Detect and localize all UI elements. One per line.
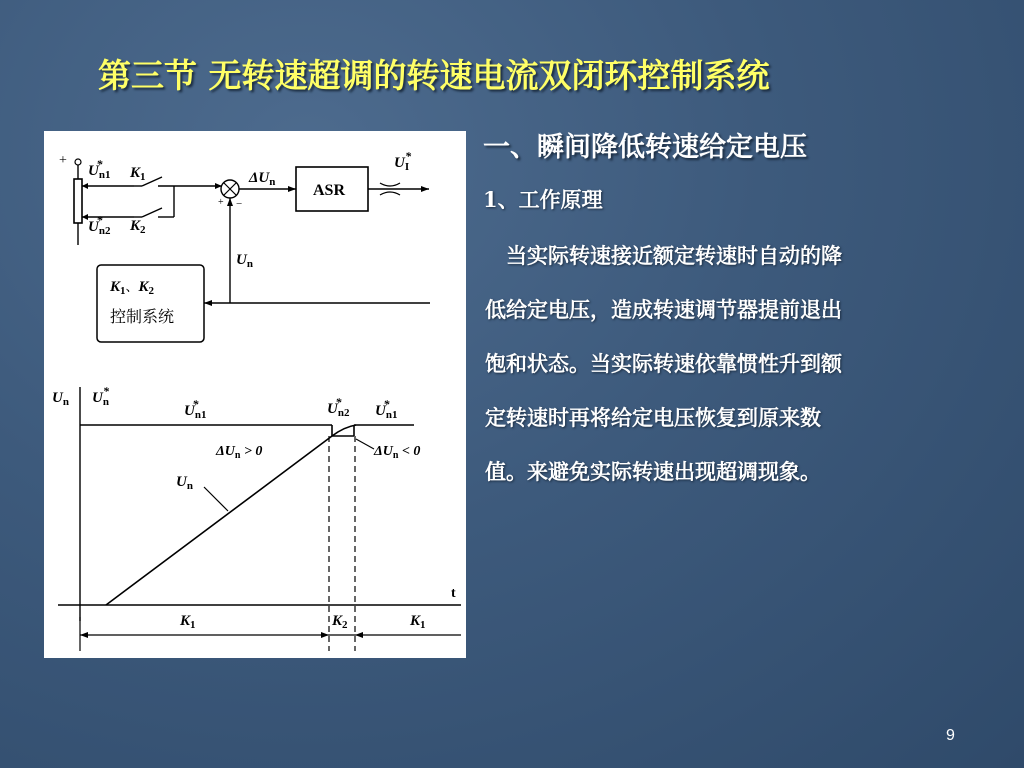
y-axis-un-label: $U_n$ <box>52 390 69 408</box>
circuit-diagram <box>59 149 430 342</box>
body-line: 定转速时再将给定电压恢复到原来数 <box>485 405 821 430</box>
interval-label-k2: $K_2$ <box>332 613 348 631</box>
curve-label-un: $U_n$ <box>176 474 193 492</box>
summing-plus-sign: + <box>218 197 224 208</box>
page-number: 9 <box>946 727 955 744</box>
timing-diagram <box>52 384 461 651</box>
control-box-label: 控制系统 <box>110 307 175 326</box>
control-box-k-labels: $K_1$、$K_2$ <box>110 279 155 297</box>
body-line: 饱和状态。当实际转速依靠惯性升到额 <box>485 351 842 376</box>
summing-minus-sign: − <box>236 198 243 210</box>
interval-label-k1-right: $K_1$ <box>410 613 426 631</box>
section-heading: 一、瞬间降低转速给定电压 <box>483 132 807 163</box>
k2-switch <box>142 208 162 217</box>
figure-svg <box>44 131 466 658</box>
delta-un-positive-label: $\Delta U_n > 0$ <box>216 444 263 461</box>
plus-sign: + <box>59 153 67 168</box>
level-label-un1-left: $U_{n1}*$ <box>184 397 207 421</box>
body-paragraph <box>485 229 985 499</box>
u-n2-label: $U_{n2}*$ <box>88 213 111 237</box>
k1-switch-label: $K_1$ <box>130 165 146 183</box>
t-axis-label: t <box>451 586 456 601</box>
un-feedback-label: $U_n$ <box>236 252 253 270</box>
body-line: 低给定电压，造成转速调节器提前退出 <box>485 297 842 322</box>
ui-output-label: $U_I*$ <box>394 149 412 173</box>
body-line: 当实际转速接近额定转速时自动的降 <box>485 243 842 268</box>
delta-un-label: $\Delta U_n$ <box>249 170 276 188</box>
slide-title: 第三节 无转速超调的转速电流双闭环控制系统 <box>98 56 770 95</box>
level-label-un1-right: $U_{n1}*$ <box>375 397 398 421</box>
control-system-block <box>97 265 204 342</box>
u-n1-label: $U_{n1}*$ <box>88 157 111 181</box>
interval-label-k1-left: $K_1$ <box>180 613 196 631</box>
limiter-symbol <box>380 183 400 186</box>
delta-un-negative-label: $\Delta U_n < 0$ <box>374 444 421 461</box>
k2-switch-label: $K_2$ <box>130 218 146 236</box>
circuit-and-timing-figure <box>44 131 466 658</box>
body-line: 值。来避免实际转速出现超调现象。 <box>485 459 821 484</box>
y-axis-unstar-label: $U_n*$ <box>92 384 109 408</box>
level-label-un2: $U_{n2}*$ <box>327 395 350 419</box>
terminal-node <box>75 159 81 165</box>
sub-heading: 1、工作原理 <box>483 187 603 212</box>
asr-label: ASR <box>313 182 346 199</box>
potentiometer <box>74 179 82 223</box>
